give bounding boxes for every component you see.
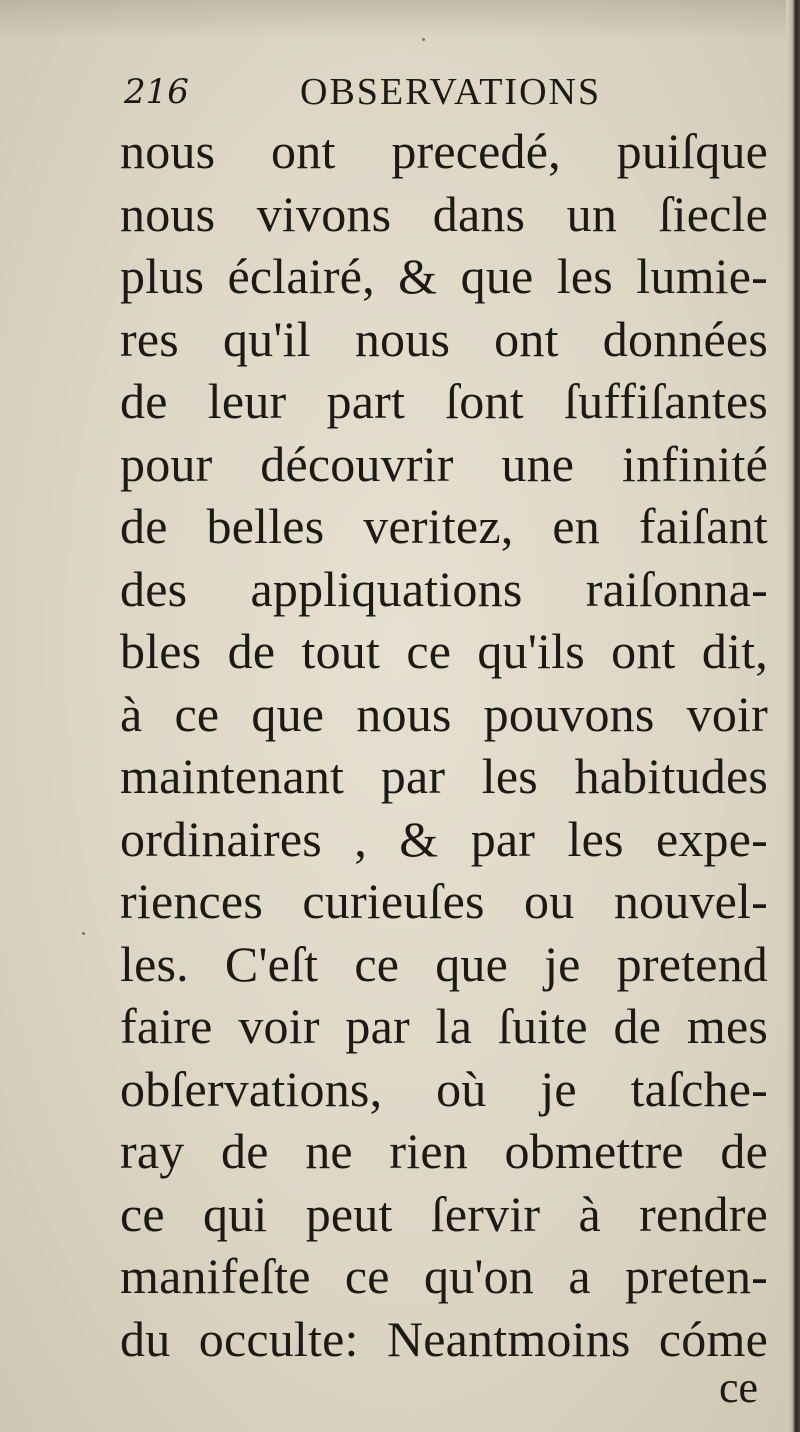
text-line: ray de ne rien obmettre de (120, 1123, 768, 1179)
text-line: ordinaires , & par les expe- (120, 810, 768, 867)
text-line: plus éclairé, & que les lumie- (120, 248, 768, 304)
text-line: nous vivons dans un ſiecle (120, 185, 768, 242)
page-edge (786, 0, 800, 1432)
text-line: de belles veritez, en faiſant (120, 498, 768, 554)
text-line: nous ont precedé, puiſque (120, 123, 768, 179)
text-line: pour découvrir une infinité (120, 435, 768, 492)
text-line: manifeſte ce qu'on a preten- (120, 1248, 768, 1304)
ink-speck (422, 38, 425, 41)
text-line: obſervations, où je taſche- (120, 1060, 768, 1117)
running-head (124, 70, 664, 120)
page-number: 216 (124, 72, 189, 112)
text-line: ce qui peut ſervir à rendre (120, 1185, 768, 1242)
text-line: maintenant par les habitudes (120, 748, 768, 804)
text-line: des appliquations raiſonna- (120, 560, 768, 617)
ink-speck (82, 932, 85, 935)
catchword: ce (718, 1363, 758, 1412)
text-line: à ce que nous pouvons voir (120, 685, 768, 742)
text-line: faire voir par la ſuite de mes (120, 998, 768, 1054)
text-line: du occulte: Neantmoins cóme (120, 1310, 768, 1367)
text-line: les. C'eſt ce que je pretend (120, 935, 768, 992)
page-shadow (0, 0, 800, 40)
text-line: res qu'il nous ont données (120, 310, 768, 367)
text-line: de leur part ſont ſuffiſantes (120, 373, 768, 429)
text-line: bles de tout ce qu'ils ont dit, (120, 623, 768, 679)
body-text (120, 120, 768, 1370)
text-line: riences curieuſes ou nouvel- (120, 873, 768, 929)
running-title: OBSERVATIONS (300, 71, 602, 113)
